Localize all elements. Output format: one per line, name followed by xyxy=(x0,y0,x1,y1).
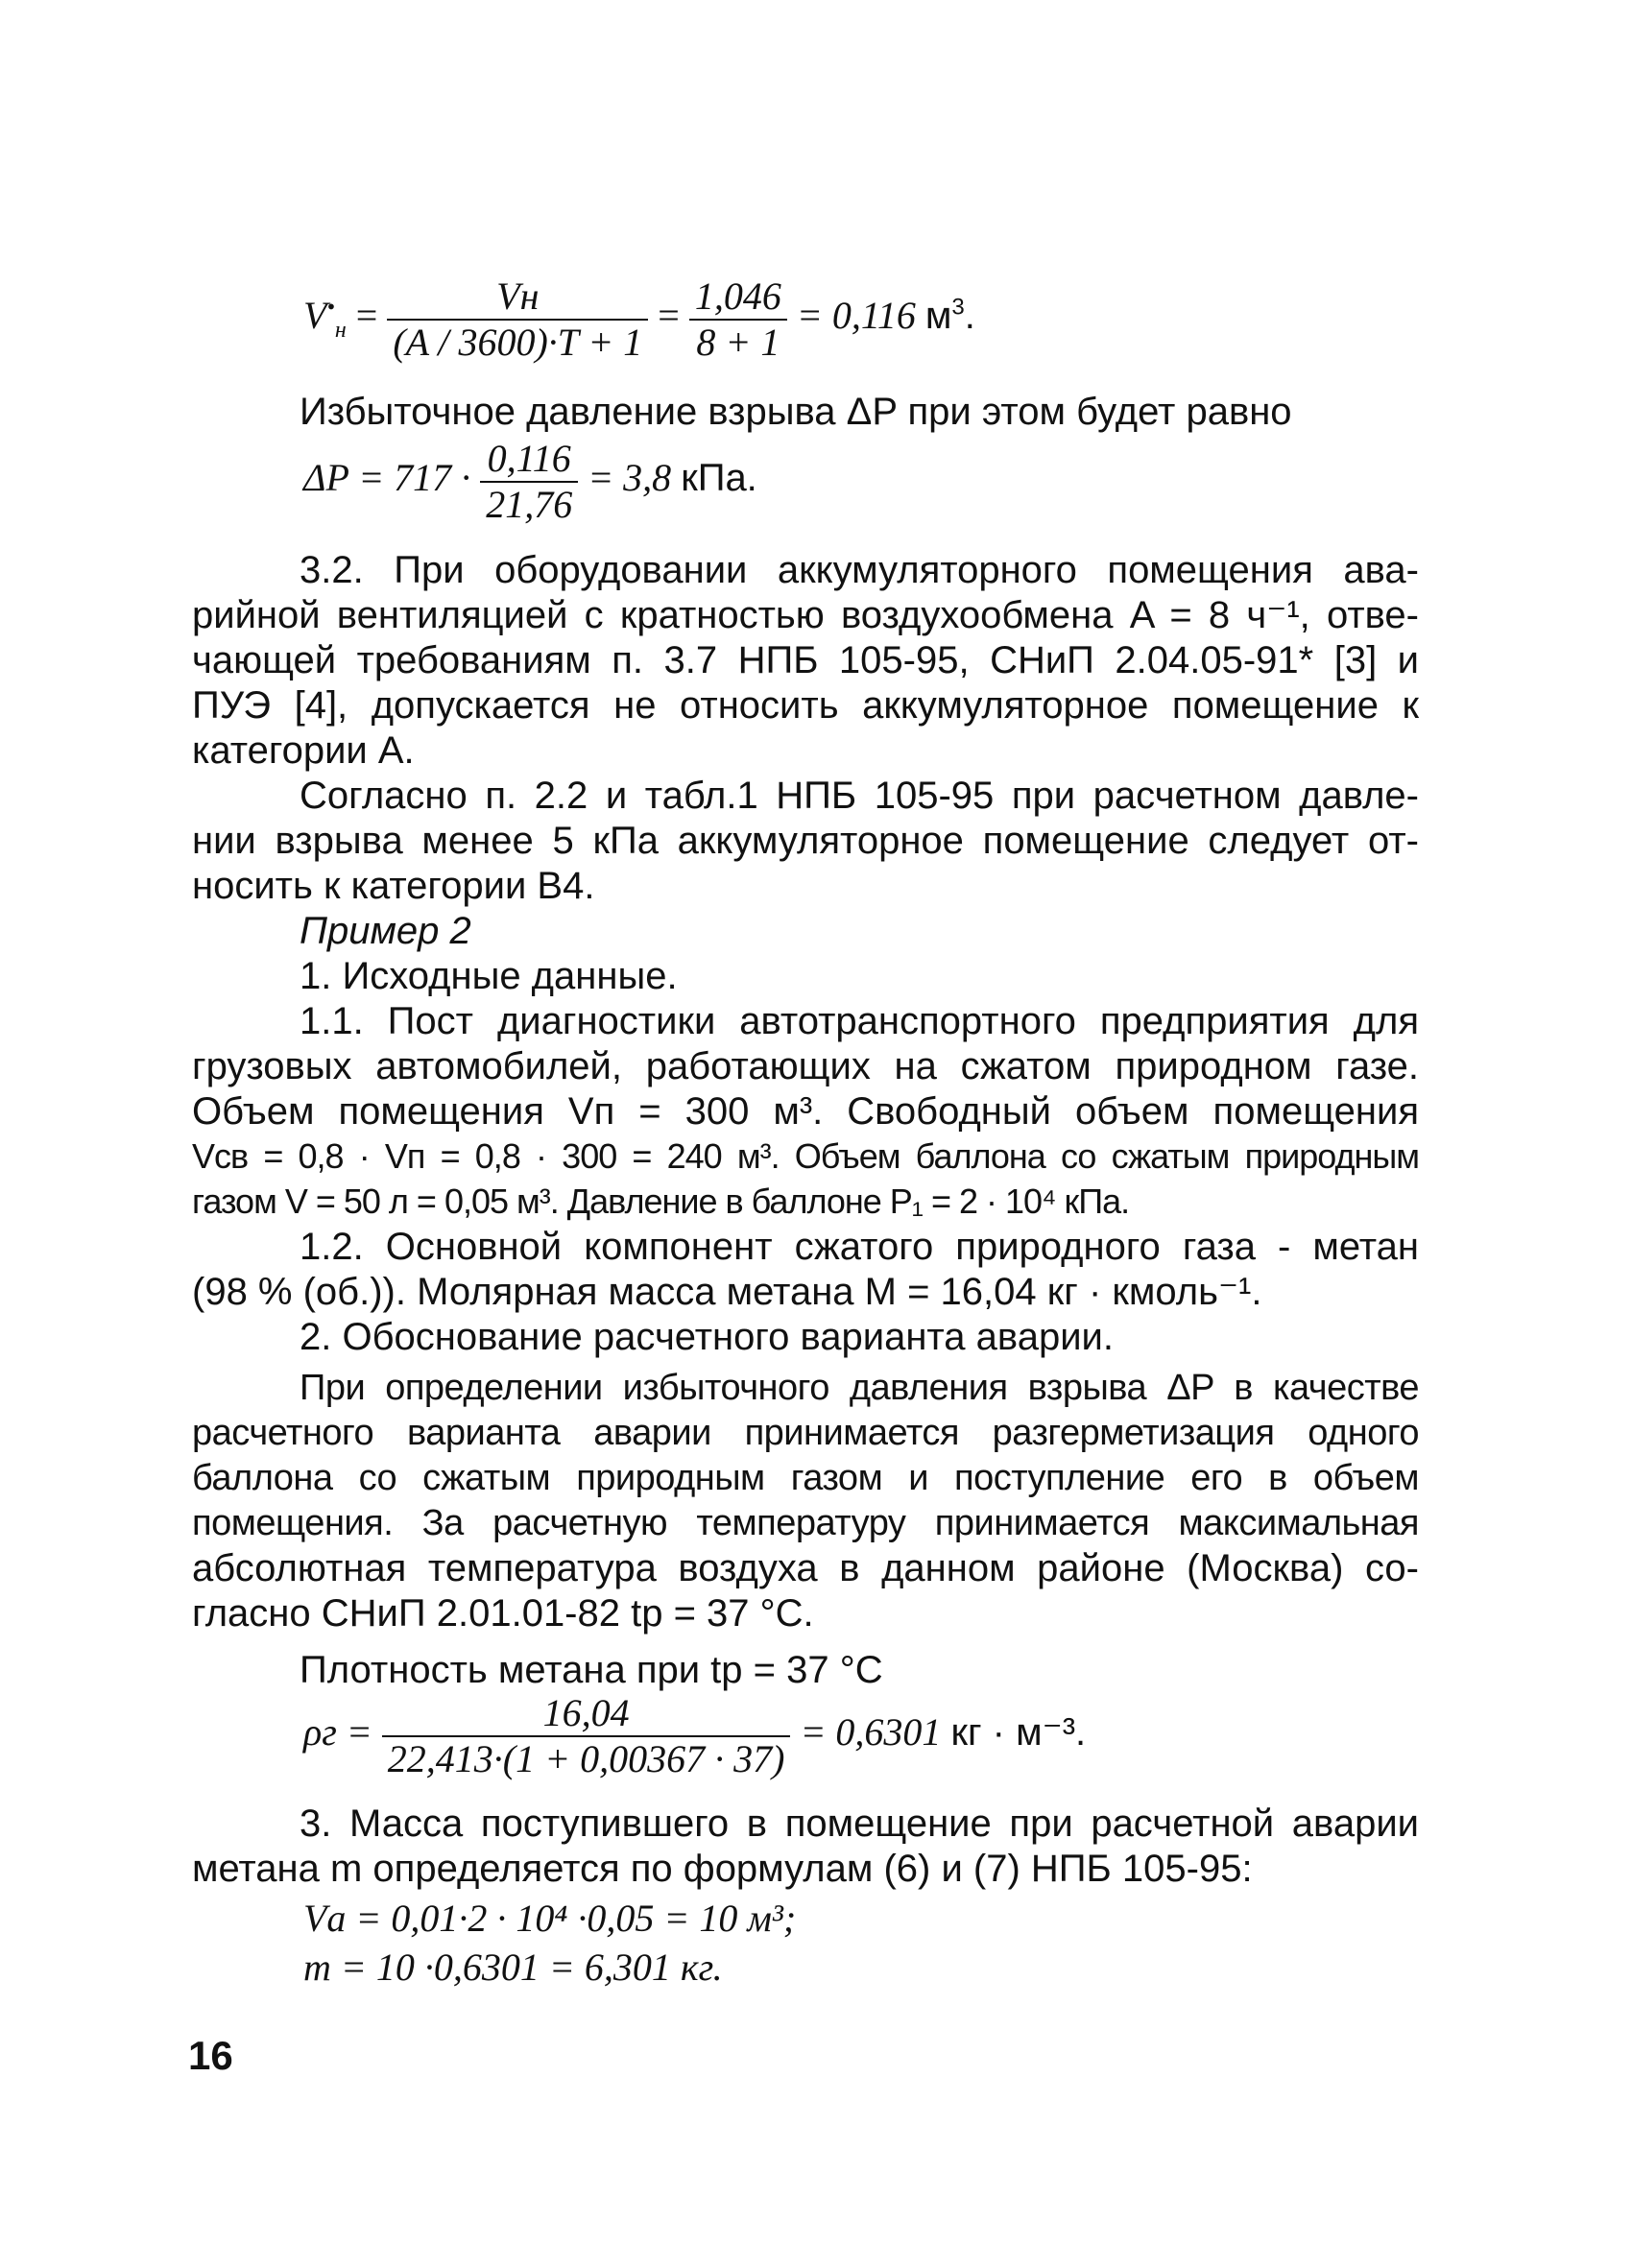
page-number: 16 xyxy=(188,2033,233,2078)
paragraph-3-2-line: ПУЭ [4], допускается не относить аккумуляторное помещение к xyxy=(192,684,1419,727)
paragraph-determination-line: гласно СНиП 2.01.01-82 tр = 37 °С. xyxy=(192,1592,814,1635)
overpressure-intro: Избыточное давление взрыва ΔP при этом будет равно xyxy=(300,391,1292,433)
paragraph-1-1-line: Объем помещения Vп = 300 м³. Свободный объем помещения xyxy=(192,1090,1419,1133)
paragraph-1-1-line: Vсв = 0,8 · Vп = 0,8 · 300 = 240 м³. Объем баллона со сжатым природным xyxy=(192,1136,1419,1176)
formula-m: m = 10 ·0,6301 = 6,301 кг. xyxy=(303,1946,723,1989)
fraction: $\frac{16,04}{22,413\cdot(1 + 0,00367 \cdot 37)}$ xyxy=(382,1691,791,1781)
example-heading: Пример 2 xyxy=(300,910,471,952)
fraction: $\frac{Vн}{(A / 3600)\cdot T + 1}$ xyxy=(387,275,648,365)
fraction: $\frac{1,046}{8 + 1}$ xyxy=(689,275,787,365)
paragraph-soglasno-line: нии взрыва менее 5 кПа аккумуляторное помещение следует от- xyxy=(192,820,1419,862)
section-2-heading: 2. Обоснование расчетного варианта аварии. xyxy=(300,1316,1114,1358)
paragraph-soglasno-line: Согласно п. 2.2 и табл.1 НПБ 105-95 при расчетном давле- xyxy=(300,775,1419,817)
paragraph-1-1-line: грузовых автомобилей, работающих на сжатом природном газе. xyxy=(192,1045,1419,1087)
paragraph-determination-line: абсолютная температура воздуха в данном районе (Москва) со- xyxy=(192,1547,1419,1589)
paragraph-determination-line: помещения. За расчетную температуру принимается максимальная xyxy=(192,1503,1419,1543)
formula-delta-p: ΔP = 717 · $\frac{0,116}{21,76}$ = 3,8 кПа. xyxy=(303,437,757,526)
paragraph-3-line: метана m определяется по формулам (6) и (7) НПБ 105-95: xyxy=(192,1848,1253,1890)
formula-density: ρг = $\frac{16,04}{22,413\cdot(1 + 0,00367 \cdot 37)}$ = 0,6301 кг · м⁻³. xyxy=(303,1691,1087,1780)
formula-va: Vа = 0,01·2 · 10⁴ ·0,05 = 10 м³; xyxy=(303,1897,797,1940)
paragraph-1-2-line: (98 % (об.)). Молярная масса метана M = 16,04 кг · кмоль⁻¹. xyxy=(192,1271,1262,1313)
paragraph-1-2-line: 1.2. Основной компонент сжатого природного газа - метан xyxy=(300,1226,1419,1268)
paragraph-determination-line: баллона со сжатым природным газом и поступление его в объем xyxy=(192,1458,1419,1498)
fraction: $\frac{0,116}{21,76}$ xyxy=(480,437,578,527)
paragraph-determination-line: При определении избыточного давления взрыва ΔP в качестве xyxy=(300,1368,1419,1408)
formula-v-star: $V^•_н$ = $\frac{Vн}{(A / 3600)\cdot T + 1}$ = $\frac{1,046}{8 + 1}$ = 0,116 $м^3$. xyxy=(303,275,975,364)
density-intro: Плотность метана при tр = 37 °С xyxy=(300,1649,883,1691)
paragraph-3-2-line: категории А. xyxy=(192,729,415,772)
paragraph-3-line: 3. Масса поступившего в помещение при расчетной аварии xyxy=(300,1802,1419,1845)
section-1-heading: 1. Исходные данные. xyxy=(300,955,678,997)
paragraph-determination-line: расчетного варианта аварии принимается разгерметизация одного xyxy=(192,1413,1419,1453)
paragraph-soglasno-line: носить к категории В4. xyxy=(192,865,595,907)
paragraph-1-1-line: газом V = 50 л = 0,05 м³. Давление в баллоне P₁ = 2 · 10⁴ кПа. xyxy=(192,1182,1130,1221)
paragraph-3-2-line: рийной вентиляцией с кратностью воздухообмена A = 8 ч⁻¹, отве- xyxy=(192,594,1419,636)
paragraph-1-1-line: 1.1. Пост диагностики автотранспортного предприятия для xyxy=(300,1000,1419,1042)
paragraph-3-2-line: чающей требованиям п. 3.7 НПБ 105-95, СНиП 2.04.05-91* [3] и xyxy=(192,639,1419,681)
paragraph-3-2-line: 3.2. При оборудовании аккумуляторного помещения ава- xyxy=(300,549,1419,591)
